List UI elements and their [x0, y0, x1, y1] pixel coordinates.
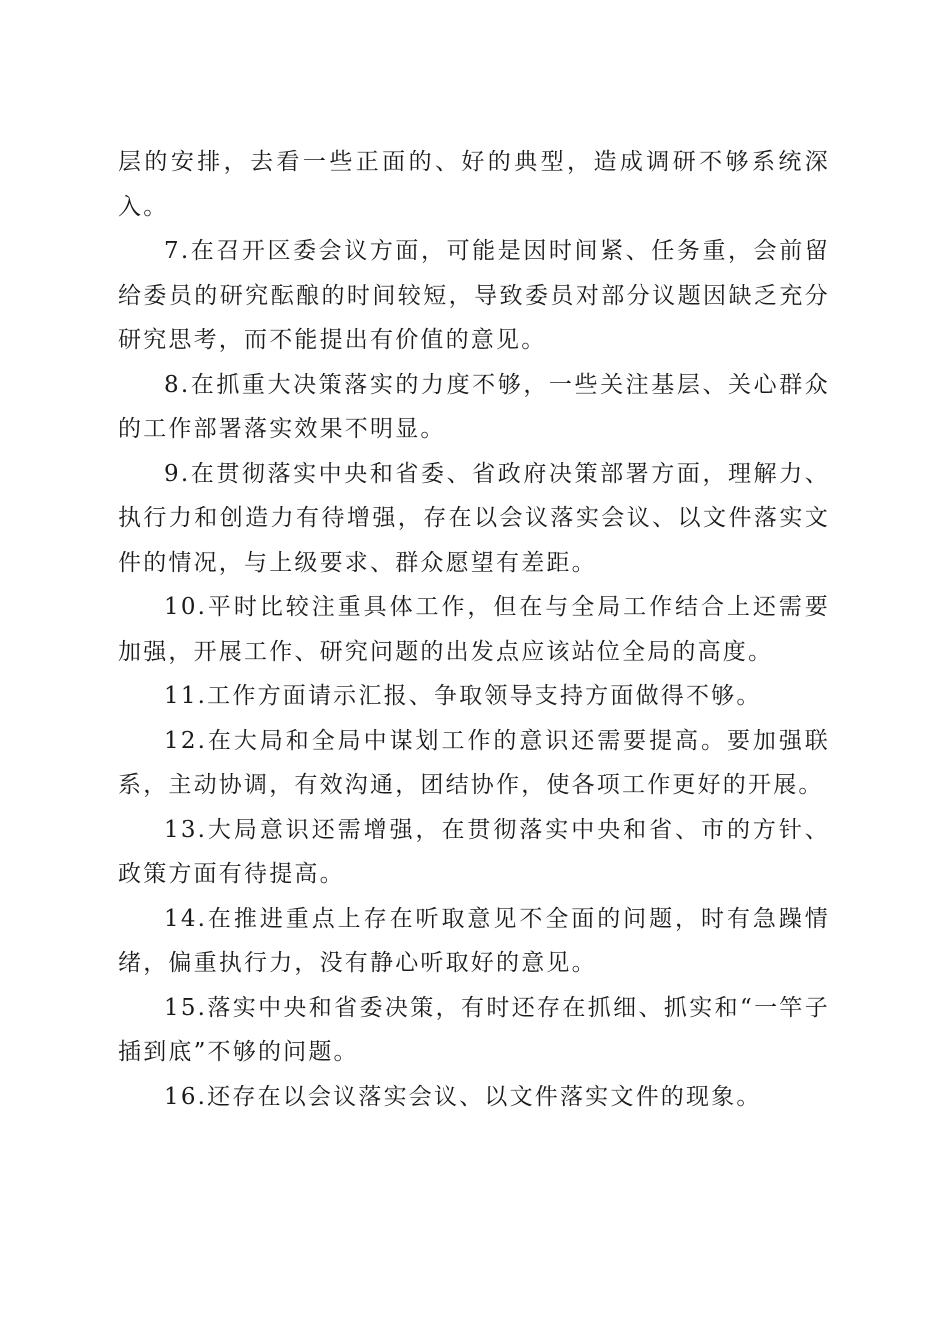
paragraph-item-14: 14.在推进重点上存在听取意见不全面的问题，时有急躁情绪，偏重执行力，没有静心听取好的意见。: [118, 905, 830, 976]
paragraph-item-13: 13.大局意识还需增强，在贯彻落实中央和省、市的方针、政策方面有待提高。: [118, 816, 830, 887]
paragraph-item-10: 10.平时比较注重具体工作，但在与全局工作结合上还需要加强，开展工作、研究问题的出发点应该站位全局的高度。: [118, 594, 830, 665]
paragraph-continued: 层的安排，去看一些正面的、好的典型，造成调研不够系统深入。: [118, 149, 830, 220]
paragraph-item-9: 9.在贯彻落实中央和省委、省政府决策部署方面，理解力、执行力和创造力有待增强，存在以会议落实会议、以文件落实文件的情况，与上级要求、群众愿望有差距。: [118, 460, 830, 576]
document-body: [118, 140, 830, 1119]
paragraph-item-15: 15.落实中央和省委决策，有时还存在抓细、抓实和“一竿子插到底”不够的问题。: [118, 994, 830, 1065]
paragraph-item-11: 11.工作方面请示汇报、争取领导支持方面做得不够。: [164, 683, 762, 709]
paragraph-item-16: 16.还存在以会议落实会议、以文件落实文件的现象。: [164, 1083, 762, 1110]
paragraph-item-7: 7.在召开区委会议方面，可能是因时间紧、任务重，会前留给委员的研究酝酿的时间较短，导致委员对部分议题因缺乏充分研究思考，而不能提出有价值的意见。: [118, 238, 830, 353]
paragraph-item-8: 8.在抓重大决策落实的力度不够，一些关注基层、关心群众的工作部署落实效果不明显。: [118, 371, 830, 442]
paragraph-item-12: 12.在大局和全局中谋划工作的意识还需要提高。要加强联系，主动协调，有效沟通，团结协作，使各项工作更好的开展。: [118, 727, 830, 798]
